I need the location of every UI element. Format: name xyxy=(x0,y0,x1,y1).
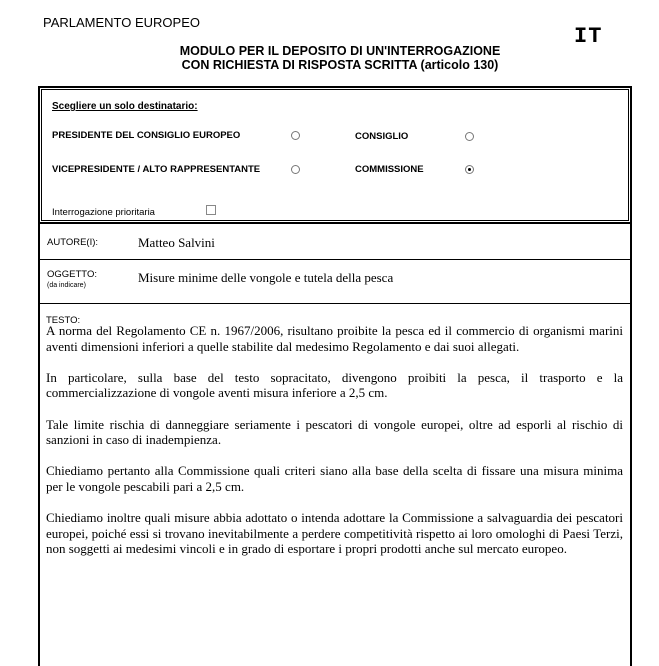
question-text xyxy=(46,323,623,573)
subject-value: Misure minime delle vongole e tutela della pesca xyxy=(138,270,394,285)
subject-sublabel: (da indicare) xyxy=(47,282,86,289)
text-paragraph-2: In particolare, sulla base del testo sopracitato, divengono proibiti la pesca, il trasporto e la commercializzazione di vongole aventi misura inferiore a 2,5 cm. xyxy=(46,369,623,401)
text-label: TESTO: xyxy=(46,315,81,326)
author-label: AUTORE(I): xyxy=(47,237,99,248)
priority-checkbox[interactable] xyxy=(206,205,216,215)
option-label-vice-president: VICEPRESIDENTE / ALTO RAPPRESENTANTE xyxy=(52,164,261,175)
option-label-council: CONSIGLIO xyxy=(355,131,409,142)
text-paragraph-1: A norma del Regolamento CE n. 1967/2006, risultano proibite la pesca ed il commercio di organismi marini aventi dimensioni inferiori a quelle stabilite dal medesimo Regolamento e dai suoi allegati. xyxy=(46,323,623,354)
recipient-section xyxy=(41,89,629,221)
priority-label: Interrogazione prioritaria xyxy=(52,207,155,218)
divider-text xyxy=(38,303,632,304)
text-paragraph-4: Chiediamo pertanto alla Commissione quali criteri siano alla base della scelta di fissare una misura minima per le vongole pescabili pari a 2,5 cm. xyxy=(46,463,623,494)
radio-commission[interactable] xyxy=(465,165,474,174)
organization-name: PARLAMENTO EUROPEO xyxy=(43,15,200,30)
form-title xyxy=(140,44,540,72)
text-paragraph-3: Tale limite rischia di danneggiare seriamente i pescatori di vongole europei, oltre ad esporli al rischio di sanzioni in caso di inadempienza. xyxy=(46,416,623,448)
form-title-line-1: MODULO PER IL DEPOSITO DI UN'INTERROGAZIONE xyxy=(179,44,501,58)
option-label-commission: COMMISSIONE xyxy=(355,164,424,175)
language-code: IT xyxy=(574,24,603,49)
author-value: Matteo Salvini xyxy=(138,235,215,250)
option-label-president-european-council: PRESIDENTE DEL CONSIGLIO EUROPEO xyxy=(52,130,241,141)
recipient-label: Scegliere un solo destinatario: xyxy=(52,101,198,112)
divider-author xyxy=(38,222,632,224)
radio-president-european-council[interactable] xyxy=(291,131,300,140)
divider-subject xyxy=(38,259,632,260)
radio-council[interactable] xyxy=(465,132,474,141)
subject-label: OGGETTO: xyxy=(47,269,97,280)
text-paragraph-5: Chiediamo inoltre quali misure abbia adottato o intenda adottare la Commissione a salvaguardia dei pescatori europei, poiché essi si trovano inevitabilmente a perdere competitività rispetto ai loro omologhi di Paesi Terzi, non soggetti ai medesimi vincoli e in grado di esportare i propri prodotti anche sul mercato europeo. xyxy=(46,510,623,557)
radio-vice-president[interactable] xyxy=(291,165,300,174)
form-title-line-2: CON RICHIESTA DI RISPOSTA SCRITTA (articolo 130) xyxy=(181,58,499,72)
